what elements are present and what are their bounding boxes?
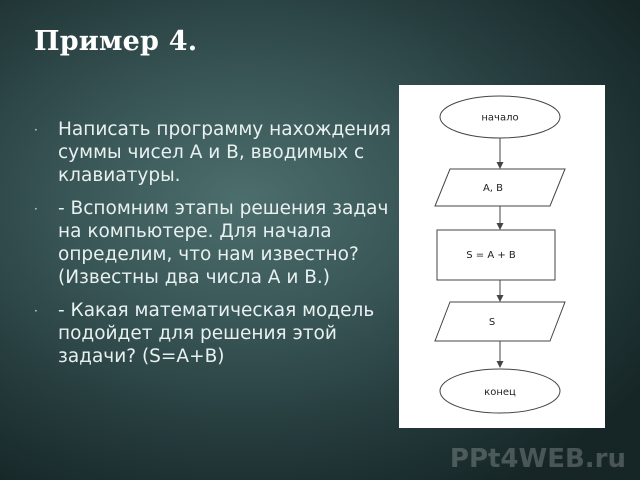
- output-label: S: [488, 317, 496, 328]
- output-block: [435, 302, 565, 341]
- bullet-item: [34, 118, 399, 187]
- bullet-dot-icon: ·: [34, 123, 38, 137]
- watermark: PPt4WEB.ru: [449, 444, 626, 474]
- bullet-text: - Вспомним этапы решения задач на компьютере. Для начала определим, что нам известно? (Известны два числа А и В.): [58, 198, 389, 288]
- bullet-item: [34, 197, 399, 289]
- start-label: начало: [481, 112, 519, 124]
- process-label: S = A + B: [466, 250, 516, 261]
- end-label: конец: [484, 387, 516, 398]
- flowchart-panel: [399, 85, 605, 428]
- bullet-dot-icon: ·: [34, 202, 38, 216]
- slide-title: Пример 4.: [34, 26, 198, 57]
- flowchart: [399, 85, 605, 428]
- bullet-text: - Какая математическая модель подойдет для решения этой задачи? (S=A+B): [58, 300, 375, 367]
- bullet-list: [34, 118, 399, 378]
- input-label: A, B: [482, 183, 504, 194]
- bullet-text: Написать программу нахождения суммы чисел А и В, вводимых с клавиатуры.: [58, 119, 391, 186]
- bullet-item: [34, 299, 399, 368]
- bullet-dot-icon: ·: [34, 304, 38, 318]
